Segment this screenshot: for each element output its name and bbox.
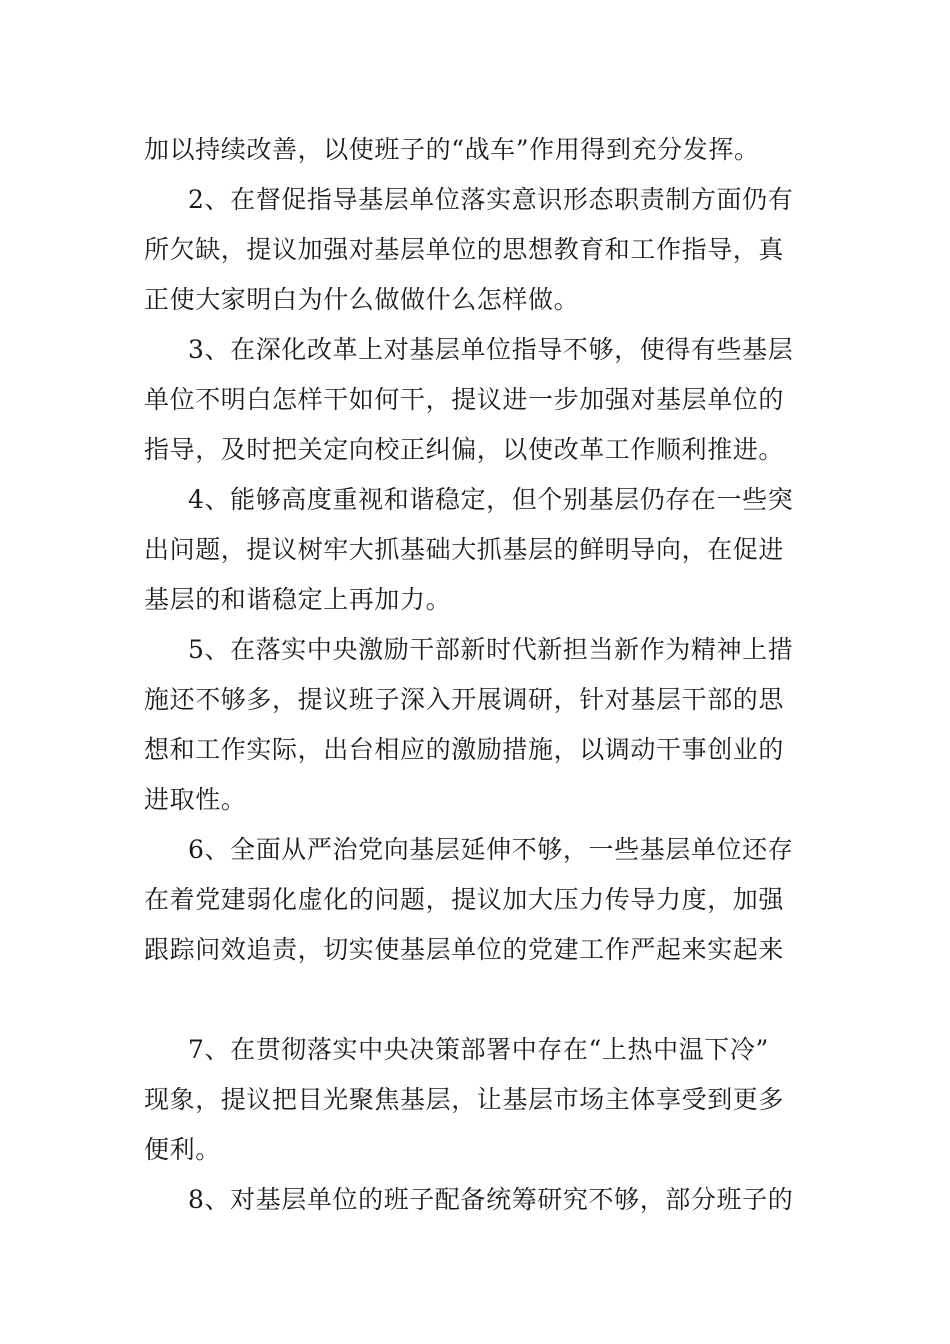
- text-line: 出问题，提议树牢大抓基础大抓基层的鲜明导向，在促进: [144, 535, 785, 564]
- text-line: 加以持续改善，以使班子的“战车”作用得到充分发挥。: [144, 135, 760, 164]
- text-line: 现象，提议把目光聚焦基层，让基层市场主体享受到更多: [144, 1085, 785, 1114]
- text-line: 在着党建弱化虚化的问题，提议加大压力传导力度，加强: [144, 885, 785, 914]
- text-line: 便利。: [144, 1135, 221, 1164]
- paragraph-2-start: 2、在督促指导基层单位落实意识形态职责制方面仍有: [188, 185, 794, 214]
- text-line: 指导，及时把关定向校正纠偏，以使改革工作顺利推进。: [144, 435, 785, 464]
- paragraph-3-start: 3、在深化改革上对基层单位指导不够，使得有些基层: [188, 335, 794, 364]
- text-line: 进取性。: [144, 785, 247, 814]
- text-line: 正使大家明白为什么做做什么怎样做。: [144, 285, 580, 314]
- text-line: 跟踪问效追责，切实使基层单位的党建工作严起来实起来: [144, 935, 785, 964]
- paragraph-4-start: 4、能够高度重视和谐稳定，但个别基层仍存在一些突: [188, 485, 794, 514]
- paragraph-7-start: 7、在贯彻落实中央决策部署中存在“上热中温下冷”: [188, 1035, 769, 1064]
- text-line: 单位不明白怎样干如何干，提议进一步加强对基层单位的: [144, 385, 785, 414]
- text-line: 所欠缺，提议加强对基层单位的思想教育和工作指导，真: [144, 235, 785, 264]
- text-line: 想和工作实际，出台相应的激励措施，以调动干事创业的: [144, 735, 785, 764]
- paragraph-8-start: 8、对基层单位的班子配备统筹研究不够，部分班子的: [188, 1185, 794, 1214]
- text-line: 施还不够多，提议班子深入开展调研，针对基层干部的思: [144, 685, 785, 714]
- paragraph-6-start: 6、全面从严治党向基层延伸不够，一些基层单位还存: [188, 835, 794, 864]
- paragraph-5-start: 5、在落实中央激励干部新时代新担当新作为精神上措: [188, 635, 794, 664]
- text-line: 基层的和谐稳定上再加力。: [144, 585, 452, 614]
